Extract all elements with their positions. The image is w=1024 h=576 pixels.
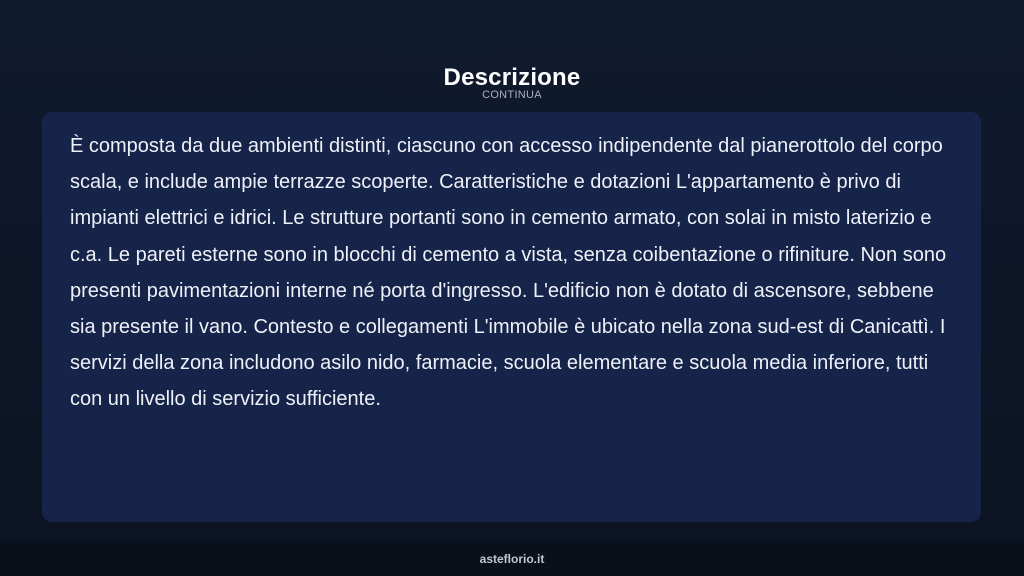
footer-bar — [0, 543, 1024, 576]
description-card — [42, 112, 981, 522]
footer-site-label: asteflorio.it — [479, 552, 545, 566]
description-text: È composta da due ambienti distinti, ciascuno con accesso indipendente dal pianerottolo del corpo scala, e include ampie terrazze scoperte. Caratteristiche e dotazioni L'appartamento è privo di impianti elettrici e idrici. Le strutture portanti sono in cemento armato, con solai in misto laterizio e c.a. Le pareti esterne sono in blocchi di cemento a vista, senza coibentazione o rifiniture. Non sono presenti pavimentazioni interne né porta d'ingresso. L'edificio non è dotato di ascensore, sebbene sia presente il vano. Contesto e collegamenti L'immobile è ubicato nella zona sud-est di Canicattì. I servizi della zona includono asilo nido, farmacie, scuola elementare e scuola media inferiore, tutti con un livello di servizio sufficiente. — [70, 135, 947, 411]
page-title: Descrizione — [443, 64, 581, 92]
continua-label: CONTINUA — [482, 89, 542, 101]
